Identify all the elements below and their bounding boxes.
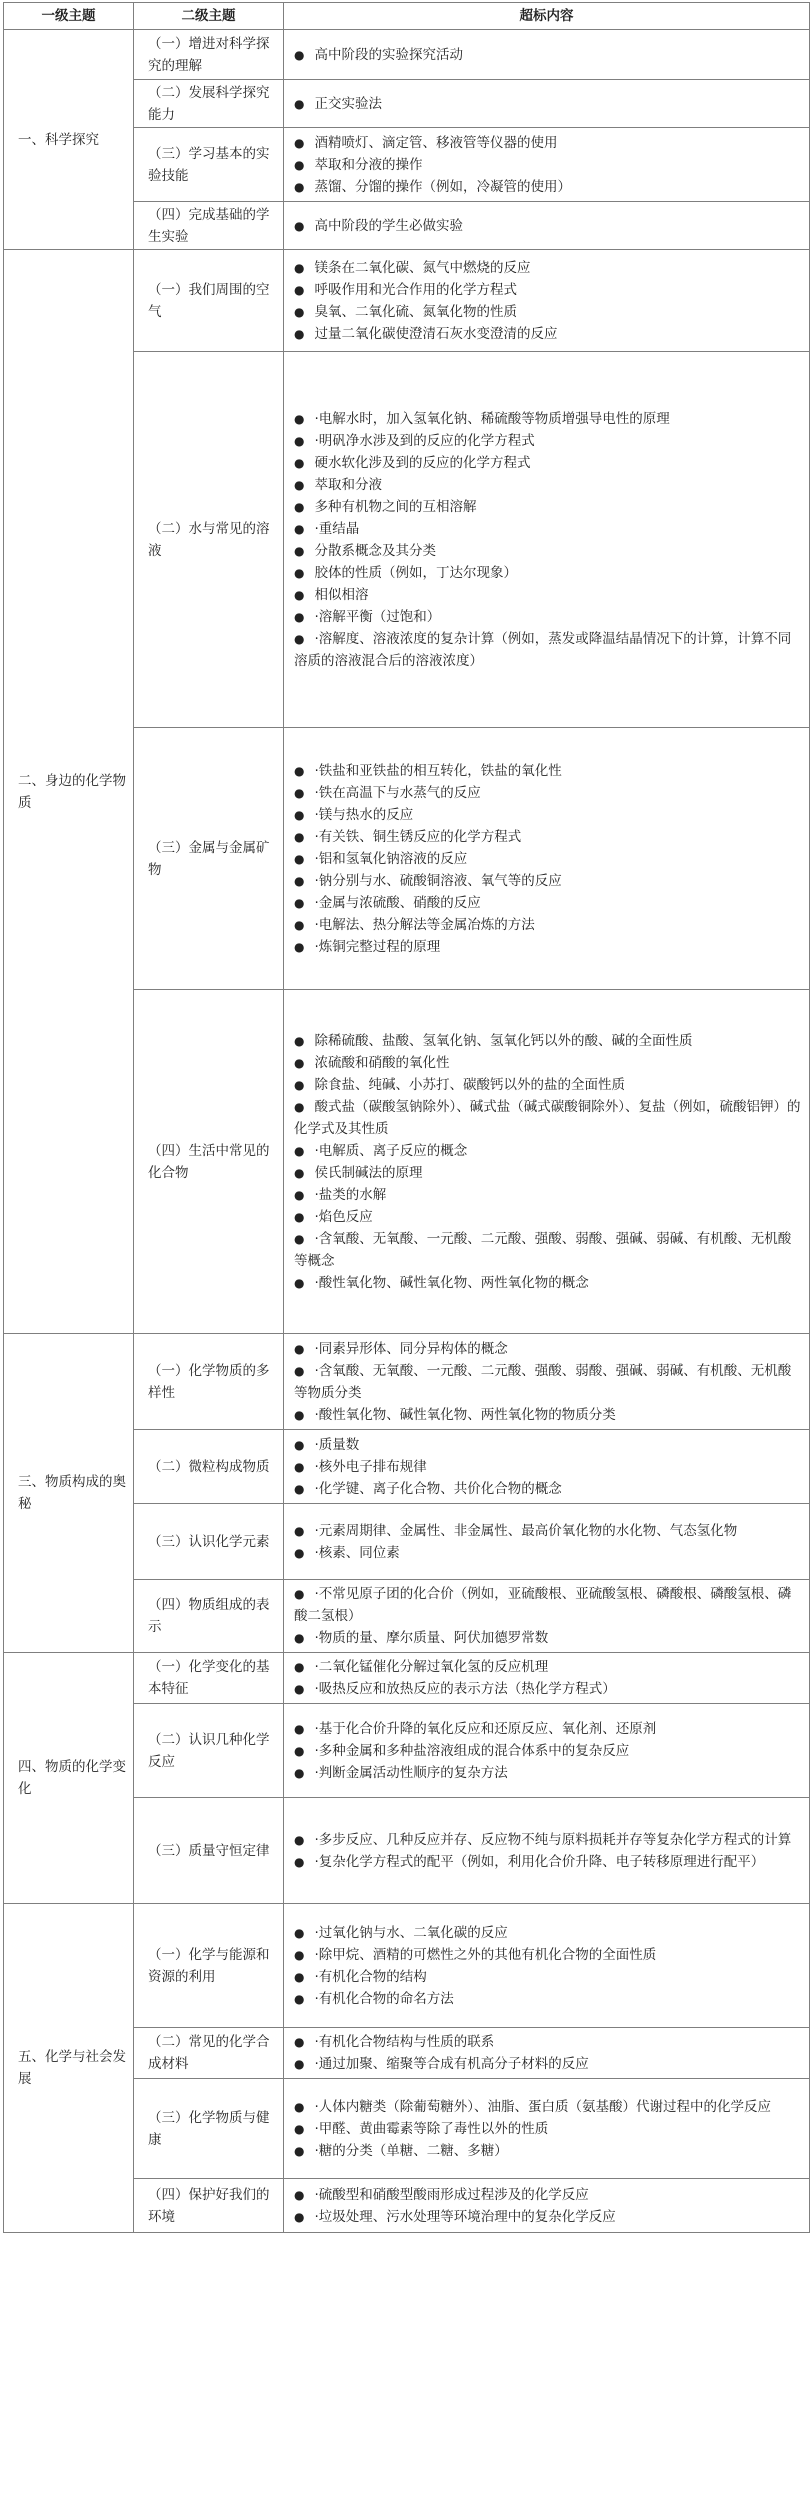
level2-topic: （四）保护好我们的环境 <box>134 2179 284 2233</box>
content-item-text: ·镁与热水的反应 <box>314 806 414 823</box>
content-item <box>294 628 801 672</box>
content-item-text: 萃取和分液 <box>314 476 382 493</box>
bullet-icon: ● <box>294 1660 305 1674</box>
table-row <box>4 30 810 80</box>
content-item <box>294 1434 801 1456</box>
level2-topic: （四）完成基础的学生实验 <box>134 202 284 250</box>
bullet-icon: ● <box>294 1991 305 2006</box>
content-item-text: 镁条在二氧化碳、氮气中燃烧的反应 <box>314 259 531 276</box>
level2-topic: （一）化学变化的基本特征 <box>134 1653 284 1704</box>
content-item-text: ·不常见原子团的化合价（例如，亚硫酸根、亚硫酸氢根、磷酸根、磷酸氢根、磷酸二氢根） <box>294 1586 792 1624</box>
level2-topic: （二）微粒构成物质 <box>134 1430 284 1504</box>
content-item-text: 除食盐、纯碱、小苏打、碳酸钙以外的盐的全面性质 <box>314 1076 625 1093</box>
content-item-text: ·化学键、离子化合物、共价化合物的概念 <box>314 1480 562 1497</box>
content-item-text: 侯氏制碱法的原理 <box>314 1164 423 1181</box>
content-item-text: ·盐类的水解 <box>314 1186 387 1203</box>
content-item <box>294 562 801 584</box>
content-cell <box>284 1430 810 1504</box>
content-item-text: ·除甲烷、酒精的可燃性之外的其他有机化合物的全面性质 <box>314 1946 657 1963</box>
content-item-text: ·有机化合物的命名方法 <box>314 1990 454 2007</box>
level1-topic: 三、物质构成的奥秘 <box>4 1334 134 1653</box>
bullet-icon: ● <box>294 433 305 448</box>
level2-topic: （三）化学物质与健康 <box>134 2079 284 2179</box>
content-item <box>294 1627 801 1649</box>
content-item <box>294 93 801 115</box>
content-item-text: ·铝和氢氧化钠溶液的反应 <box>314 850 468 867</box>
content-item-text: ·明矾净水涉及到的反应的化学方程式 <box>314 432 535 449</box>
content-item <box>294 257 801 279</box>
bullet-icon: ● <box>294 282 305 297</box>
content-item-text: ·多步反应、几种反应并存、反应物不纯与原料损耗并存等复杂化学方程式的计算 <box>314 1831 792 1848</box>
bullet-icon: ● <box>294 96 305 111</box>
content-item <box>294 154 801 176</box>
bullet-icon: ● <box>294 2209 305 2224</box>
content-cell <box>284 2079 810 2179</box>
content-item <box>294 1542 801 1564</box>
bullet-icon: ● <box>294 304 305 319</box>
bullet-icon: ● <box>294 1854 305 1869</box>
bullet-icon: ● <box>294 157 305 172</box>
level2-topic: （二）认识几种化学反应 <box>134 1704 284 1798</box>
content-item <box>294 1829 801 1851</box>
bullet-icon: ● <box>294 763 305 778</box>
content-item <box>294 1096 801 1140</box>
table-row <box>4 1904 810 2028</box>
content-item-text: ·有机化合物的结构 <box>314 1968 427 1985</box>
bullet-icon: ● <box>294 1969 305 1984</box>
content-item <box>294 1030 801 1052</box>
bullet-icon: ● <box>294 1631 305 1645</box>
content-item <box>294 1338 801 1360</box>
bullet-icon: ● <box>294 565 305 580</box>
content-item-text: ·酸性氧化物、碱性氧化物、两性氧化物的物质分类 <box>314 1406 616 1423</box>
content-item-text: ·重结晶 <box>314 520 360 537</box>
content-item <box>294 1074 801 1096</box>
level1-topic: 五、化学与社会发展 <box>4 1904 134 2233</box>
content-item-text: ·钠分别与水、硫酸铜溶液、氧气等的反应 <box>314 872 562 889</box>
content-cell <box>284 352 810 728</box>
content-item <box>294 215 801 237</box>
content-item <box>294 1272 801 1294</box>
level2-topic: （一）化学与能源和资源的利用 <box>134 1904 284 2028</box>
content-item-text: ·同素异形体、同分异构体的概念 <box>314 1340 508 1357</box>
bullet-icon: ● <box>294 1765 305 1780</box>
content-cell <box>284 202 810 250</box>
content-cell <box>284 990 810 1334</box>
content-cell <box>284 250 810 352</box>
bullet-icon: ● <box>294 1437 305 1452</box>
content-item-text: 臭氧、二氧化硫、氮氧化物的性质 <box>314 303 517 320</box>
level2-topic: （三）质量守恒定律 <box>134 1798 284 1904</box>
bullet-icon: ● <box>294 521 305 536</box>
bullet-icon: ● <box>294 2057 305 2071</box>
content-item-text: ·焰色反应 <box>314 1208 373 1225</box>
bullet-icon: ● <box>294 455 305 470</box>
bullet-icon: ● <box>294 1682 305 1696</box>
content-item-text: 蒸馏、分馏的操作（例如，冷凝管的使用） <box>314 178 571 195</box>
content-cell <box>284 80 810 128</box>
content-item-text: ·二氧化锰催化分解过氧化氢的反应机理 <box>314 1659 549 1675</box>
bullet-icon: ● <box>294 2187 305 2202</box>
content-cell <box>284 1504 810 1580</box>
content-item <box>294 826 801 848</box>
content-item <box>294 782 801 804</box>
bullet-icon: ● <box>294 829 305 844</box>
content-cell <box>284 1653 810 1704</box>
content-item-text: ·过氧化钠与水、二氧化碳的反应 <box>314 1924 508 1941</box>
bullet-icon: ● <box>294 873 305 888</box>
table-row <box>4 1653 810 1704</box>
content-item-text: ·甲醛、黄曲霉素等除了毒性以外的性质 <box>314 2120 549 2137</box>
content-item <box>294 1206 801 1228</box>
level2-topic: （二）发展科学探究能力 <box>134 80 284 128</box>
bullet-icon: ● <box>294 807 305 822</box>
content-item-text: ·判断金属活动性顺序的复杂方法 <box>314 1764 508 1781</box>
bullet-icon: ● <box>294 1099 305 1114</box>
content-item <box>294 1944 801 1966</box>
content-item <box>294 1740 801 1762</box>
content-item <box>294 1052 801 1074</box>
bullet-icon: ● <box>294 609 305 624</box>
content-item <box>294 2031 801 2053</box>
content-item <box>294 936 801 958</box>
bullet-icon: ● <box>294 1363 305 1378</box>
content-item-text: 分散系概念及其分类 <box>314 542 436 559</box>
content-item-text: 过量二氧化碳使澄清石灰水变澄清的反应 <box>314 325 558 342</box>
content-item-text: 呼吸作用和光合作用的化学方程式 <box>314 281 517 298</box>
level2-topic: （三）认识化学元素 <box>134 1504 284 1580</box>
bullet-icon: ● <box>294 1481 305 1496</box>
content-item-text: ·基于化合价升降的氧化反应和还原反应、氧化剂、还原剂 <box>314 1720 657 1737</box>
bullet-icon: ● <box>294 499 305 514</box>
content-item-text: 相似相溶 <box>314 586 369 603</box>
content-item <box>294 2053 801 2075</box>
table-body <box>4 30 810 2233</box>
bullet-icon: ● <box>294 1165 305 1180</box>
level2-topic: （一）增进对科学探究的理解 <box>134 30 284 80</box>
level2-topic: （一）我们周围的空气 <box>134 250 284 352</box>
content-cell <box>284 728 810 990</box>
content-item <box>294 2206 801 2228</box>
bullet-icon: ● <box>294 1832 305 1847</box>
level2-topic: （三）金属与金属矿物 <box>134 728 284 990</box>
bullet-icon: ● <box>294 1587 305 1601</box>
content-item <box>294 408 801 430</box>
content-cell <box>284 30 810 80</box>
bullet-icon: ● <box>294 135 305 150</box>
content-item-text: ·垃圾处理、污水处理等环境治理中的复杂化学反应 <box>314 2208 616 2225</box>
table-row <box>4 250 810 352</box>
content-item-text: 多种有机物之间的互相溶解 <box>314 498 477 515</box>
content-item <box>294 1678 801 1700</box>
content-item <box>294 1583 801 1627</box>
bullet-icon: ● <box>294 1231 305 1246</box>
bullet-icon: ● <box>294 1055 305 1070</box>
level1-topic: 一、科学探究 <box>4 30 134 250</box>
content-item-text: ·通过加聚、缩聚等合成有机高分子材料的反应 <box>314 2056 589 2072</box>
bullet-icon: ● <box>294 1033 305 1048</box>
bullet-icon: ● <box>294 179 305 194</box>
content-cell <box>284 2028 810 2079</box>
content-item <box>294 1478 801 1500</box>
content-item <box>294 474 801 496</box>
content-item <box>294 1456 801 1478</box>
content-item <box>294 2184 801 2206</box>
content-item <box>294 870 801 892</box>
content-item <box>294 1851 801 1873</box>
content-item-text: ·溶解度、溶液浓度的复杂计算（例如，蒸发或降温结晶情况下的计算，计算不同溶质的溶液混合后的溶液浓度） <box>294 630 792 669</box>
bullet-icon: ● <box>294 1545 305 1560</box>
content-item <box>294 760 801 782</box>
content-item-text: ·炼铜完整过程的原理 <box>314 938 441 955</box>
bullet-icon: ● <box>294 218 305 233</box>
content-item-text: 高中阶段的实验探究活动 <box>314 46 463 63</box>
content-item <box>294 540 801 562</box>
bullet-icon: ● <box>294 1209 305 1224</box>
content-item-text: ·有关铁、铜生锈反应的化学方程式 <box>314 828 522 845</box>
content-item-text: ·硫酸型和硝酸型酸雨形成过程涉及的化学反应 <box>314 2186 589 2203</box>
content-item <box>294 1922 801 1944</box>
level1-topic: 四、物质的化学变化 <box>4 1653 134 1904</box>
bullet-icon: ● <box>294 1275 305 1290</box>
content-item <box>294 1966 801 1988</box>
level2-topic: （一）化学物质的多样性 <box>134 1334 284 1430</box>
content-item-text: ·核素、同位素 <box>314 1544 400 1561</box>
content-item <box>294 804 801 826</box>
content-cell <box>284 1904 810 2028</box>
bullet-icon: ● <box>294 1077 305 1092</box>
bullet-icon: ● <box>294 917 305 932</box>
content-item-text: ·溶解平衡（过饱和） <box>314 608 441 625</box>
bullet-icon: ● <box>294 2143 305 2158</box>
content-item <box>294 1162 801 1184</box>
bullet-icon: ● <box>294 477 305 492</box>
level2-topic: （四）生活中常见的化合物 <box>134 990 284 1334</box>
content-item-text: ·核外电子排布规律 <box>314 1458 427 1475</box>
bullet-icon: ● <box>294 1523 305 1538</box>
content-cell <box>284 1334 810 1430</box>
bullet-icon: ● <box>294 1947 305 1962</box>
bullet-icon: ● <box>294 785 305 800</box>
content-item-text: ·含氧酸、无氧酸、一元酸、二元酸、强酸、弱酸、强碱、弱碱、有机酸、无机酸等物质分类 <box>294 1362 792 1401</box>
content-cell <box>284 1704 810 1798</box>
content-item <box>294 892 801 914</box>
content-item-text: ·人体内糖类（除葡萄糖外）、油脂、蛋白质（氨基酸）代谢过程中的化学反应 <box>314 2098 772 2115</box>
content-item <box>294 44 801 66</box>
content-item-text: ·铁盐和亚铁盐的相互转化，铁盐的氧化性 <box>314 762 562 779</box>
bullet-icon: ● <box>294 1743 305 1758</box>
bullet-icon: ● <box>294 587 305 602</box>
bullet-icon: ● <box>294 851 305 866</box>
level2-topic: （四）物质组成的表示 <box>134 1580 284 1653</box>
content-item-text: ·糖的分类（单糖、二糖、多糖） <box>314 2142 508 2159</box>
content-item <box>294 1140 801 1162</box>
content-item <box>294 584 801 606</box>
content-item <box>294 1184 801 1206</box>
content-item <box>294 301 801 323</box>
content-item-text: ·铁在高温下与水蒸气的反应 <box>314 784 481 801</box>
content-item-text: ·电解质、离子反应的概念 <box>314 1142 468 1159</box>
content-item <box>294 1718 801 1740</box>
header-level2: 二级主题 <box>134 3 284 30</box>
content-cell <box>284 1580 810 1653</box>
bullet-icon: ● <box>294 2099 305 2114</box>
content-cell <box>284 128 810 202</box>
content-item <box>294 606 801 628</box>
content-item <box>294 518 801 540</box>
level2-topic: （三）学习基本的实验技能 <box>134 128 284 202</box>
content-item <box>294 1762 801 1784</box>
content-item-text: ·电解法、热分解法等金属冶炼的方法 <box>314 916 535 933</box>
content-cell <box>284 1798 810 1904</box>
content-item-text: ·酸性氧化物、碱性氧化物、两性氧化物的概念 <box>314 1274 589 1291</box>
bullet-icon: ● <box>294 2121 305 2136</box>
bullet-icon: ● <box>294 1143 305 1158</box>
content-item-text: 除稀硫酸、盐酸、氢氧化钠、氢氧化钙以外的酸、碱的全面性质 <box>314 1032 693 1049</box>
content-item-text: ·质量数 <box>314 1436 360 1453</box>
header-level1: 一级主题 <box>4 3 134 30</box>
bullet-icon: ● <box>294 260 305 275</box>
content-item-text: ·吸热反应和放热反应的表示方法（热化学方程式） <box>314 1681 616 1697</box>
content-item-text: ·有机化合物结构与性质的联系 <box>314 2034 495 2050</box>
content-item <box>294 1988 801 2010</box>
content-item <box>294 1228 801 1272</box>
content-item <box>294 452 801 474</box>
content-item <box>294 1360 801 1404</box>
content-item-text: ·含氧酸、无氧酸、一元酸、二元酸、强酸、弱酸、强碱、弱碱、有机酸、无机酸等概念 <box>294 1230 792 1269</box>
content-item-text: 酒精喷灯、滴定管、移液管等仪器的使用 <box>314 134 558 151</box>
content-item <box>294 430 801 452</box>
content-item-text: 正交实验法 <box>314 95 382 112</box>
content-item <box>294 1404 801 1426</box>
content-item-text: ·多种金属和多种盐溶液组成的混合体系中的复杂反应 <box>314 1742 630 1759</box>
content-item <box>294 1520 801 1542</box>
bullet-icon: ● <box>294 1721 305 1736</box>
bullet-icon: ● <box>294 1187 305 1202</box>
content-item-text: ·电解水时，加入氢氧化钠、稀硫酸等物质增强导电性的原理 <box>314 410 670 427</box>
bullet-icon: ● <box>294 2035 305 2049</box>
content-item-text: 酸式盐（碳酸氢钠除外）、碱式盐（碱式碳酸铜除外）、复盐（例如，硫酸铝钾）的化学式及其性质 <box>294 1098 801 1137</box>
bullet-icon: ● <box>294 47 305 62</box>
content-item <box>294 848 801 870</box>
content-item-text: ·金属与浓硫酸、硝酸的反应 <box>314 894 481 911</box>
content-item-text: ·复杂化学方程式的配平（例如，利用化合价升降、电子转移原理进行配平） <box>314 1853 765 1870</box>
content-cell <box>284 2179 810 2233</box>
bullet-icon: ● <box>294 326 305 341</box>
content-item-text: 萃取和分液的操作 <box>314 156 423 173</box>
content-item <box>294 496 801 518</box>
content-item-text: 高中阶段的学生必做实验 <box>314 217 463 234</box>
content-item-text: 浓硫酸和硝酸的氧化性 <box>314 1054 450 1071</box>
level2-topic: （二）水与常见的溶液 <box>134 352 284 728</box>
bullet-icon: ● <box>294 939 305 954</box>
content-item <box>294 2118 801 2140</box>
level1-topic: 二、身边的化学物质 <box>4 250 134 1334</box>
content-item <box>294 132 801 154</box>
bullet-icon: ● <box>294 1407 305 1422</box>
content-item-text: ·元素周期律、金属性、非金属性、最高价氧化物的水化物、气态氢化物 <box>314 1522 738 1539</box>
content-item-text: 硬水软化涉及到的反应的化学方程式 <box>314 454 531 471</box>
content-item <box>294 1656 801 1678</box>
table-row <box>4 1334 810 1430</box>
content-item <box>294 176 801 198</box>
content-item <box>294 323 801 345</box>
header-content: 超标内容 <box>284 3 810 30</box>
level2-topic: （二）常见的化学合成材料 <box>134 2028 284 2079</box>
content-item <box>294 279 801 301</box>
bullet-icon: ● <box>294 631 305 646</box>
bullet-icon: ● <box>294 1341 305 1356</box>
content-item <box>294 914 801 936</box>
bullet-icon: ● <box>294 1925 305 1940</box>
bullet-icon: ● <box>294 411 305 426</box>
header-row <box>4 3 810 30</box>
bullet-icon: ● <box>294 1459 305 1474</box>
content-table <box>3 2 810 2233</box>
content-item <box>294 2140 801 2162</box>
bullet-icon: ● <box>294 543 305 558</box>
content-item-text: 胶体的性质（例如，丁达尔现象） <box>314 564 517 581</box>
content-item <box>294 2096 801 2118</box>
bullet-icon: ● <box>294 895 305 910</box>
content-item-text: ·物质的量、摩尔质量、阿伏加德罗常数 <box>314 1630 549 1646</box>
